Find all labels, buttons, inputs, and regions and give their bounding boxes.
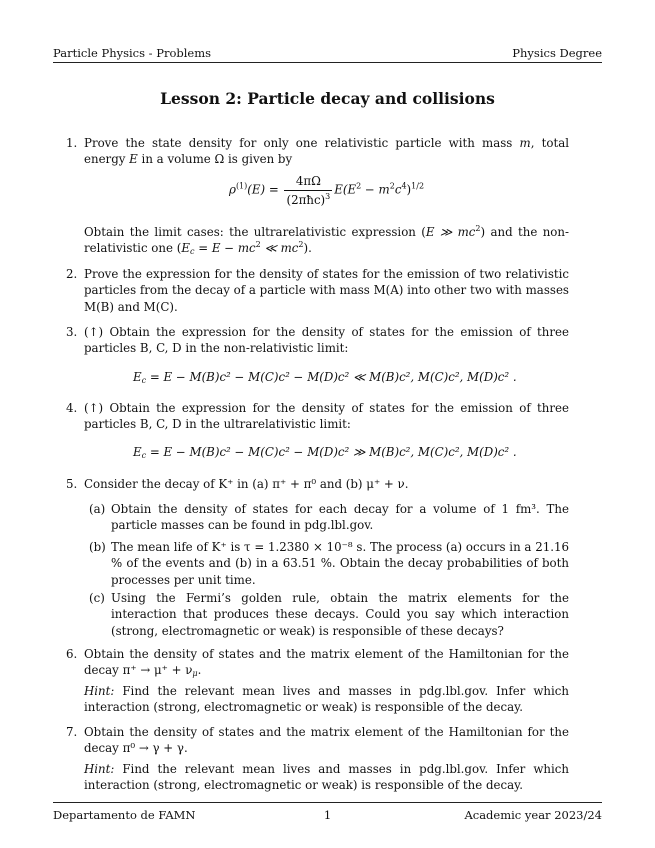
difficulty-marker: (↑): [84, 401, 104, 415]
header-left: Particle Physics - Problems: [53, 46, 212, 60]
problem-5-statement: Consider the decay of K⁺ in (a) π⁺ + π⁰ and (b) μ⁺ + ν.: [84, 477, 409, 491]
header-right: Physics Degree: [512, 46, 602, 60]
difficulty-marker: (↑): [84, 325, 104, 339]
problem-7-statement: Obtain the density of states and the matrix element of the Hamiltonian for the decay π⁰ → γ + γ.: [84, 725, 569, 756]
problem-2-statement: Prove the expression for the density of states for the emission of two relativistic particles from the decay of a particle with mass M(A) into other two with masses M(B) and M(C).: [84, 267, 569, 314]
problem-7-number: 7.: [66, 725, 78, 739]
equation-fraction: $\frac{4\pi\Omega}{(2\pi ħc)^3}$: [286, 174, 331, 207]
problem-7-hint: Hint: Find the relevant mean lives and masses in pdg.lbl.gov. Infer which interaction (strong, electromagnetic or weak) is responsible of the decay.: [84, 762, 569, 793]
page-footer: [53, 808, 602, 822]
problem-6-statement: Obtain the density of states and the matrix element of the Hamiltonian for the decay $\pi^+ \to \mu^+ + \nu_\mu$.: [84, 647, 569, 679]
problem-1-equation: $\rho^{(1)}(E)$ = $\frac{4\pi\Omega}{(2\pi ħc)^3}$ $E(E^2 - m^2c^4)^{1/2}$: [229, 174, 425, 207]
problem-1-statement: Prove the state density for only one relativistic particle with mass m, total energy E in a volume Ω is given by: [84, 136, 570, 167]
page-number: 1: [323, 808, 332, 822]
problem-6-number: 6.: [66, 647, 78, 661]
page-header: [53, 46, 602, 60]
problem-4-statement: (↑) Obtain the expression for the density of states for the emission of three particles B, C, D in the ultrarelativistic limit:: [84, 401, 569, 432]
problem-5-number: 5.: [66, 477, 78, 491]
problem-1-number: 1.: [66, 136, 78, 150]
problem-3-number: 3.: [66, 325, 78, 339]
problem-5c-text: Using the Fermi’s golden rule, obtain the matrix elements for the interaction that produces these decays. Could you say which interaction (strong, electromagnetic or weak) is responsible of these decays?: [111, 591, 569, 638]
problem-2-number: 2.: [66, 267, 78, 281]
problem-5a-text: Obtain the density of states for each decay for a volume of 1 fm³. The particle masses can be found in pdg.lbl.gov.: [111, 502, 569, 533]
header-rule: [53, 62, 602, 63]
problem-6-hint: Hint: Find the relevant mean lives and masses in pdg.lbl.gov. Infer which interaction (strong, electromagnetic or weak) is responsible of the decay.: [84, 684, 569, 715]
problem-4-number: 4.: [66, 401, 78, 415]
problem-5c-label: (c): [89, 591, 105, 605]
problem-1-limits: Obtain the limit cases: the ultrarelativistic expression (E ≫ $mc^2$) and the non-relativistic one ($E_c = E - mc^2$ ≪ $mc^2$).: [84, 224, 569, 257]
problem-3-statement: (↑) Obtain the expression for the density of states for the emission of three particles B, C, D in the non-relativistic limit:: [84, 325, 569, 356]
page-title: Lesson 2: Particle decay and collisions: [160, 89, 495, 108]
problem-5a-label: (a): [89, 502, 106, 516]
problem-3-equation: $E_c = E - M(B)c^2 - M(C)c^2 - M(D)c^2$ ≪ M(B)c², M(C)c², M(D)c² .: [133, 370, 517, 385]
problem-5b-label: (b): [89, 540, 106, 554]
problem-5b-text: The mean life of K⁺ is τ = 1.2380 × 10⁻⁸ s. The process (a) occurs in a 21.16 % of the events and (b) in a 63.51 %. Obtain the decay probabilities of both processes per unit time.: [111, 540, 569, 587]
problem-4-equation: $E_c = E - M(B)c^2 - M(C)c^2 - M(D)c^2$ ≫ M(B)c², M(C)c², M(D)c² .: [133, 445, 517, 460]
footer-left: Departamento de FAMN: [53, 808, 196, 822]
footer-right: Academic year 2023/24: [464, 808, 602, 822]
footer-rule: [53, 802, 602, 803]
